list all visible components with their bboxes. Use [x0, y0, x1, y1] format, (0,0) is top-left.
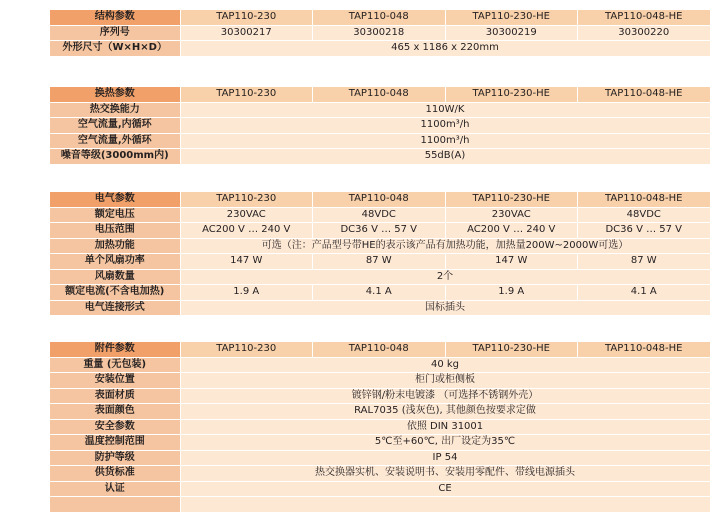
- table-cell: 热交换器实机、安装说明书、安装用零配件、带线电源插头: [180, 466, 710, 482]
- row-label: 噪音等级(3000mm内): [50, 149, 180, 165]
- table-row: [50, 357, 710, 373]
- table-cell: 30300220: [578, 25, 710, 41]
- model-header: TAP110-230: [180, 87, 313, 103]
- table-cell: 40 kg: [180, 357, 710, 373]
- row-label: 安全参数: [50, 419, 180, 435]
- table-cell: 国标插头: [180, 300, 710, 316]
- table-row: [50, 223, 710, 239]
- electrical-params-table: [50, 191, 710, 316]
- row-label: 单个风扇功率: [50, 254, 180, 270]
- model-header: TAP110-230: [180, 192, 313, 208]
- table-row: [50, 388, 710, 404]
- table-row: [50, 25, 710, 41]
- row-label: 额定电压: [50, 207, 180, 223]
- structure-params-table: [50, 9, 710, 57]
- section-title: 换热参数: [50, 87, 180, 103]
- table-header-row: [50, 10, 710, 26]
- table-row: [50, 133, 710, 149]
- table-cell: 4.1 A: [313, 285, 446, 301]
- table-row: [50, 435, 710, 451]
- table-cell: AC200 V … 240 V: [180, 223, 313, 239]
- table-row: [50, 269, 710, 285]
- table-cell: 147 W: [180, 254, 313, 270]
- table-cell: 87 W: [578, 254, 710, 270]
- table-cell: 30300217: [180, 25, 313, 41]
- model-header: TAP110-048: [313, 192, 446, 208]
- table-cell: 1.9 A: [445, 285, 578, 301]
- row-label: 加热功能: [50, 238, 180, 254]
- table-row: [50, 450, 710, 466]
- table-row: [50, 207, 710, 223]
- table-row: [50, 419, 710, 435]
- row-label: 供货标准: [50, 466, 180, 482]
- row-label: 表面颜色: [50, 404, 180, 420]
- row-label: 外形尺寸（W×H×D）: [50, 41, 180, 57]
- table-cell: AC200 V … 240 V: [445, 223, 578, 239]
- table-cell: 30300218: [313, 25, 446, 41]
- table-row: [50, 118, 710, 134]
- row-label: 空气流量,内循环: [50, 118, 180, 134]
- heat-exchange-params-table: [50, 86, 710, 165]
- table-cell: 4.1 A: [578, 285, 710, 301]
- table-cell: 87 W: [313, 254, 446, 270]
- table-header-row: [50, 87, 710, 103]
- table-row: [50, 404, 710, 420]
- row-label: 重量 (无包装): [50, 357, 180, 373]
- section-title: 电气参数: [50, 192, 180, 208]
- table-cell: 30300219: [445, 25, 578, 41]
- table-cell: 柜门或柜侧板: [180, 373, 710, 389]
- model-header: TAP110-230: [180, 10, 313, 26]
- section-title: 附件参数: [50, 342, 180, 358]
- table-cell: 可选（注：产品型号带HE的表示该产品有加热功能，加热量200W~2000W可选）: [180, 238, 710, 254]
- table-row: [50, 254, 710, 270]
- table-cell: DC36 V … 57 V: [578, 223, 710, 239]
- accessory-params-table: [50, 341, 710, 513]
- row-label: 电压范围: [50, 223, 180, 239]
- section-title: 结构参数: [50, 10, 180, 26]
- table-cell: 镀锌钢/粉末电镀漆 （可选择不锈钢外壳）: [180, 388, 710, 404]
- table-row: [50, 149, 710, 165]
- table-cell: 48VDC: [313, 207, 446, 223]
- table-cell: IP 54: [180, 450, 710, 466]
- table-cell: 5℃至+60℃, 出厂设定为35℃: [180, 435, 710, 451]
- table-cell: RAL7035 (浅灰色), 其他颜色按要求定做: [180, 404, 710, 420]
- model-header: TAP110-230-HE: [445, 342, 578, 358]
- model-header: TAP110-048-HE: [578, 87, 710, 103]
- table-cell: 110W/K: [180, 102, 710, 118]
- model-header: TAP110-048-HE: [578, 192, 710, 208]
- table-cell: 依照 DIN 31001: [180, 419, 710, 435]
- model-header: TAP110-048: [313, 10, 446, 26]
- table-cell: DC36 V … 57 V: [313, 223, 446, 239]
- model-header: TAP110-230-HE: [445, 192, 578, 208]
- model-header: TAP110-230-HE: [445, 10, 578, 26]
- table-cell: 1100m³/h: [180, 133, 710, 149]
- table-row: [50, 466, 710, 482]
- table-cell: 1.9 A: [180, 285, 313, 301]
- model-header: TAP110-230-HE: [445, 87, 578, 103]
- row-label: 空气流量,外循环: [50, 133, 180, 149]
- row-label: 防护等级: [50, 450, 180, 466]
- table-cell: 55dB(A): [180, 149, 710, 165]
- model-header: TAP110-048: [313, 87, 446, 103]
- model-header: TAP110-048-HE: [578, 342, 710, 358]
- row-label: 额定电流(不含电加热): [50, 285, 180, 301]
- row-label: 风扇数量: [50, 269, 180, 285]
- row-label: 电气连接形式: [50, 300, 180, 316]
- table-row: [50, 285, 710, 301]
- table-row: [50, 373, 710, 389]
- model-header: TAP110-230: [180, 342, 313, 358]
- table-cell: 147 W: [445, 254, 578, 270]
- table-cell: 230VAC: [445, 207, 578, 223]
- table-cell: 2个: [180, 269, 710, 285]
- table-row: [50, 41, 710, 57]
- table-cell: 1100m³/h: [180, 118, 710, 134]
- table-row: [50, 300, 710, 316]
- table-cell: 465 x 1186 x 220mm: [180, 41, 710, 57]
- row-label: 热交换能力: [50, 102, 180, 118]
- table-cell: 48VDC: [578, 207, 710, 223]
- row-label: 温度控制范围: [50, 435, 180, 451]
- table-header-row: [50, 192, 710, 208]
- table-row: [50, 481, 710, 497]
- table-row: [50, 102, 710, 118]
- table-cell: 230VAC: [180, 207, 313, 223]
- model-header: TAP110-048-HE: [578, 10, 710, 26]
- row-label: 序列号: [50, 25, 180, 41]
- table-header-row: [50, 342, 710, 358]
- row-label: 表面材质: [50, 388, 180, 404]
- table-cell: CE: [180, 481, 710, 497]
- row-label: 安装位置: [50, 373, 180, 389]
- row-label: 认证: [50, 481, 180, 497]
- table-row: [50, 238, 710, 254]
- model-header: TAP110-048: [313, 342, 446, 358]
